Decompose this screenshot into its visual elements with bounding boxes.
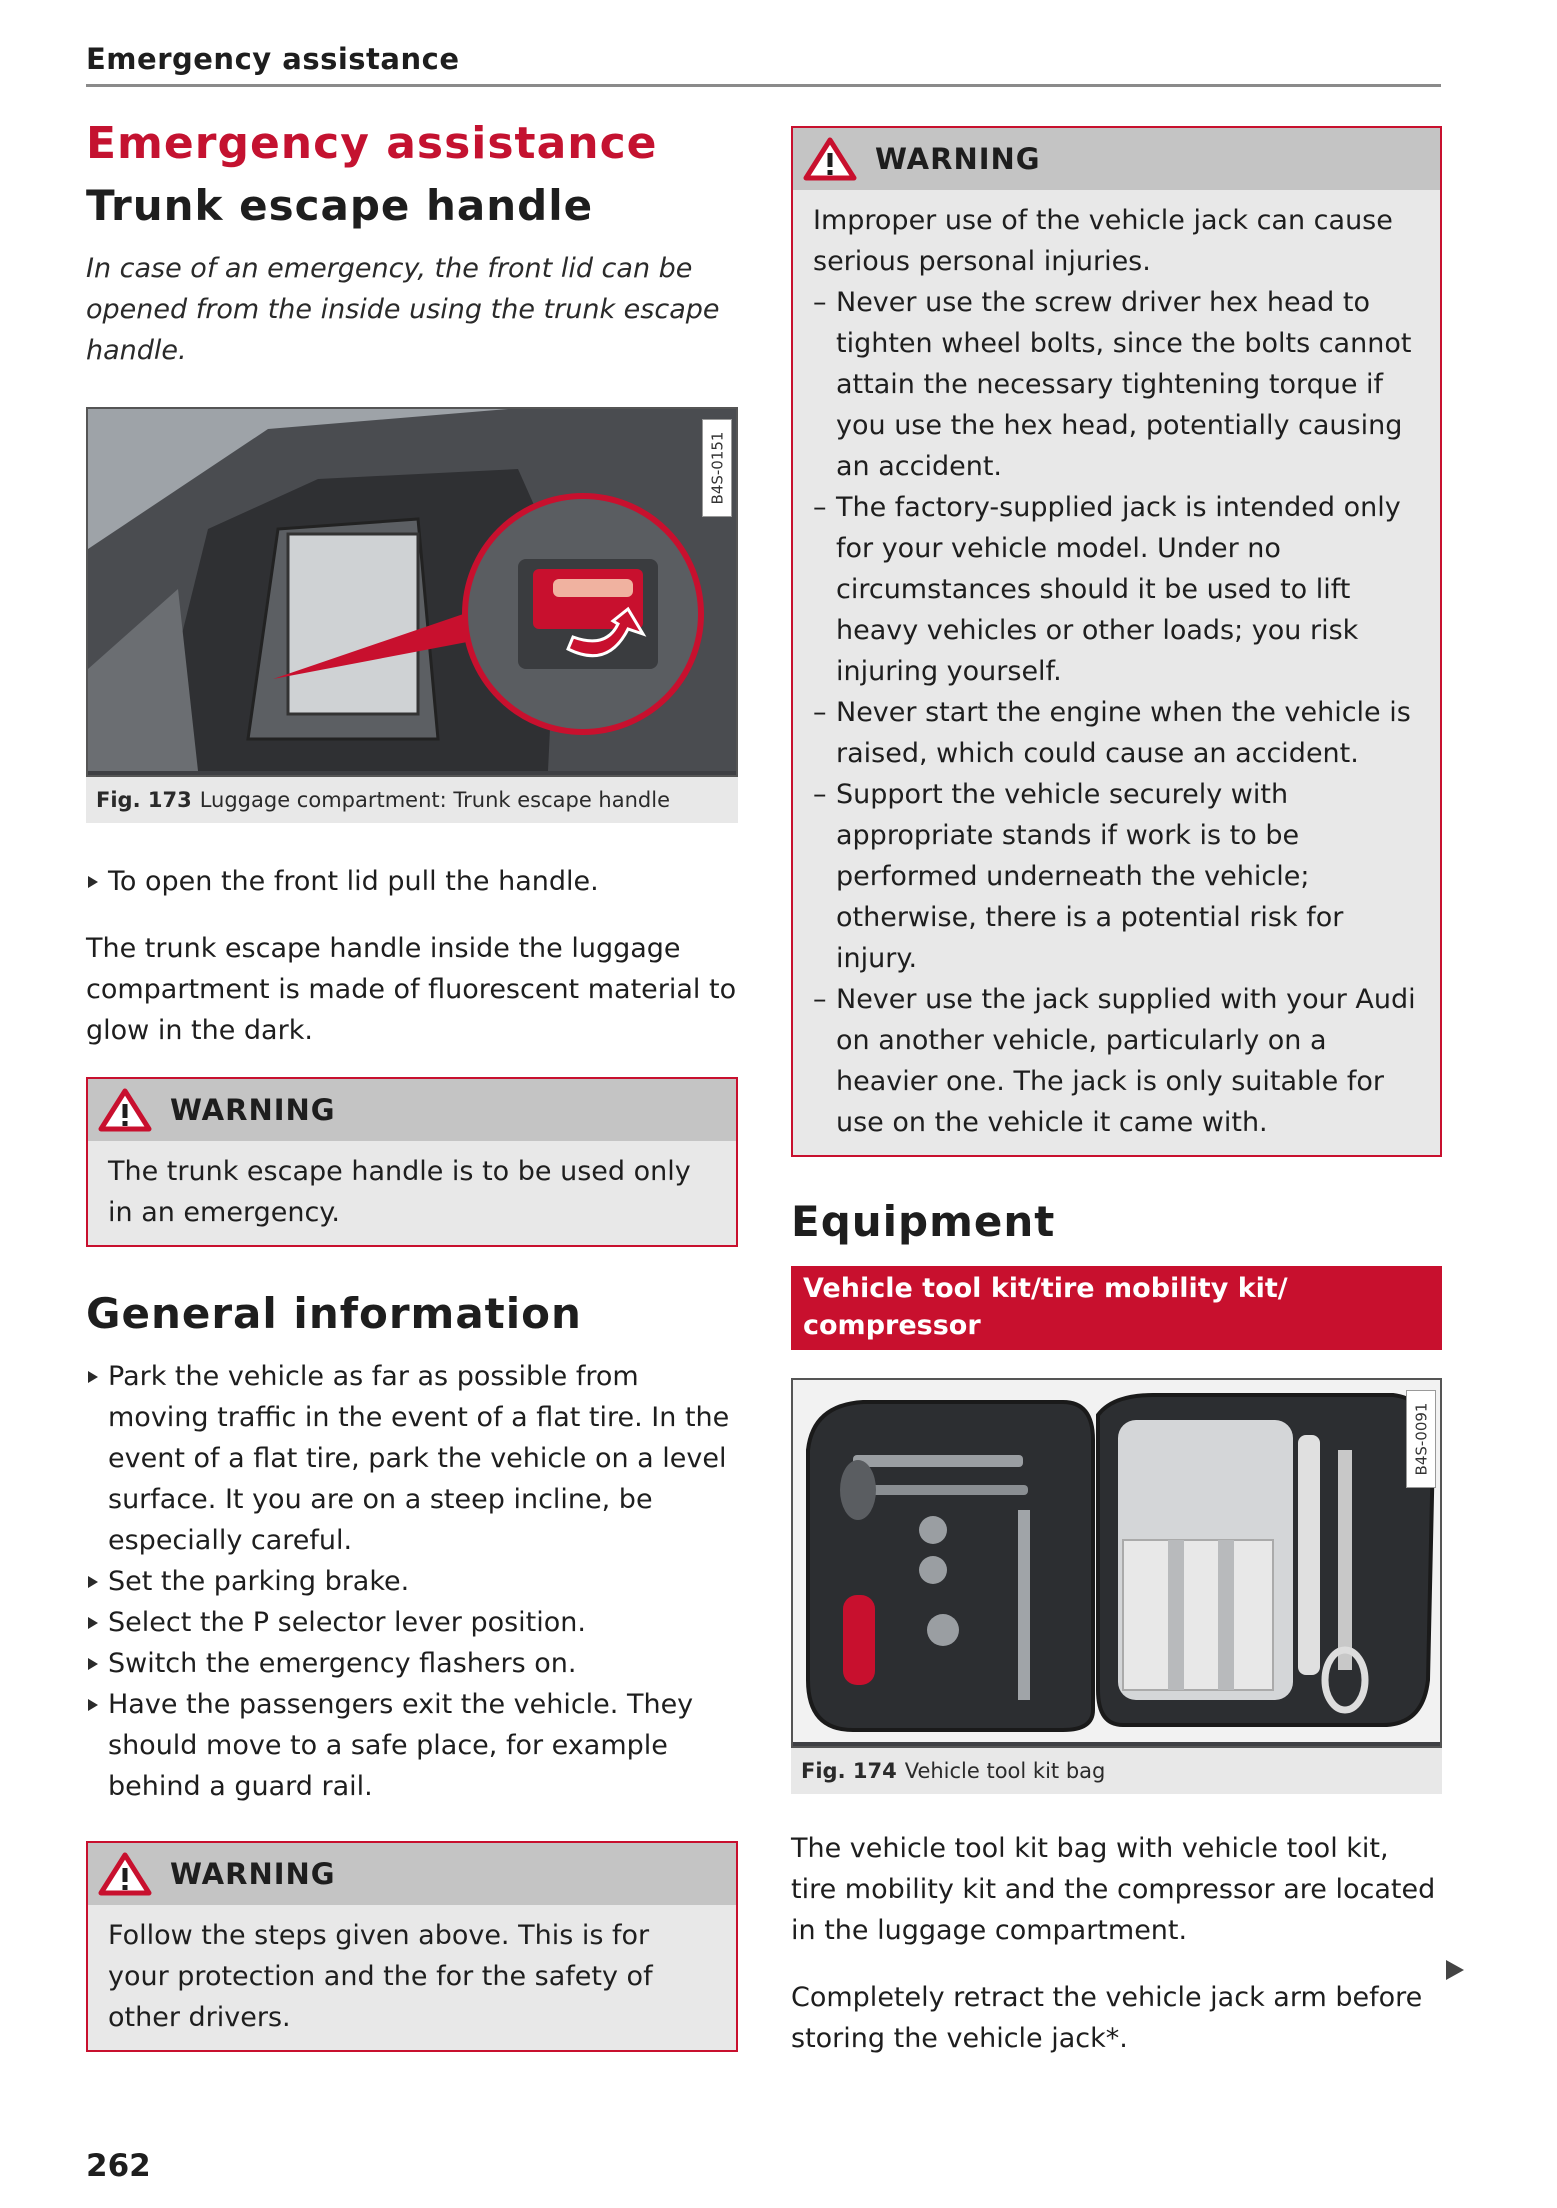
warning-box-steps [86,1841,738,2052]
list-item: Set the parking brake. [86,1561,738,1602]
warning-title: WARNING [875,142,1041,176]
warning-header [88,1079,736,1141]
warning-intro: Improper use of the vehicle jack can cause serious personal injuries. [813,205,1393,277]
warning-triangle-icon [98,1088,152,1132]
warning-triangle-icon [98,1852,152,1896]
running-header: Emergency assistance [86,42,460,76]
warning-title: WARNING [170,1093,336,1127]
warning-text: The trunk escape handle is to be used only in an emergency. [108,1156,691,1228]
figure-caption-text: Vehicle tool kit bag [904,1759,1106,1783]
section-title-general: General information [86,1289,582,1338]
header-rule [86,84,1441,87]
warning-header [88,1843,736,1905]
tool-kit-svg [793,1380,1440,1742]
continue-arrow-icon [1446,1960,1464,1980]
page-number: 262 [86,2148,151,2184]
warning-item: – The factory-supplied jack is intended only for your vehicle model. Under no circumstances should it be used to lift heavy vehicles or other loads; you risk injuring yourself. [813,487,1420,692]
list-item: Park the vehicle as far as possible from moving traffic in the event of a flat tire. In the event of a flat tire, park the vehicle on a level surface. It you are on a steep incline, be especially careful. [86,1356,738,1561]
figure-caption-text: Luggage compartment: Trunk escape handle [199,788,670,812]
warning-item: – Never use the jack supplied with your Audi on another vehicle, particularly on a heavier one. The jack is only suitable for use on the vehicle it came with. [813,979,1420,1143]
warning-item: – Never use the screw driver hex head to tighten wheel bolts, since the bolts cannot attain the necessary tightening torque if you use the hex head, potentially causing an accident. [813,282,1420,487]
left-column [86,118,738,2094]
figure-number: Fig. 173 [96,788,192,812]
trunk-illustration-svg [88,409,736,771]
figure-code-label: B4S-0091 [1406,1390,1436,1488]
warning-title: WARNING [170,1857,336,1891]
fluorescent-paragraph: The trunk escape handle inside the luggage compartment is made of fluorescent material to glow in the dark. [86,933,737,1046]
figure-173 [86,407,738,823]
chapter-title: Emergency assistance [86,118,658,169]
jack-paragraph: Completely retract the vehicle jack arm before storing the vehicle jack*. [791,1982,1423,2054]
list-item: Select the P selector lever position. [86,1602,738,1643]
list-item: Have the passengers exit the vehicle. They should move to a safe place, for example behind a guard rail. [86,1684,738,1807]
figure-caption [791,1748,1442,1794]
trunk-escape-illustration [86,407,738,777]
tool-kit-paragraph: The vehicle tool kit bag with vehicle tool kit, tire mobility kit and the compressor are located in the luggage compartment. [791,1833,1436,1946]
figure-code-label: B4S-0151 [702,419,732,517]
subsection-banner: Vehicle tool kit/tire mobility kit/ compressor [791,1266,1442,1350]
warning-item: – Support the vehicle securely with appropriate stands if work is to be performed underneath the vehicle; otherwise, there is a potential risk for injury. [813,774,1420,979]
list-item: Switch the emergency flashers on. [86,1643,738,1684]
right-column [791,126,1442,2085]
warning-item: – Never start the engine when the vehicle is raised, which could cause an accident. [813,692,1420,774]
warning-body [793,190,1440,1155]
warning-triangle-icon [803,137,857,181]
step-item: To open the front lid pull the handle. [86,861,738,902]
figure-174 [791,1378,1442,1794]
general-info-list [86,1356,738,1807]
section-title-equipment: Equipment [791,1197,1056,1246]
warning-text: Follow the steps given above. This is for your protection and the for the safety of other drivers. [108,1920,653,2033]
figure-number: Fig. 174 [801,1759,897,1783]
tool-kit-illustration [791,1378,1442,1748]
intro-text: In case of an emergency, the front lid can be opened from the inside using the trunk escape handle. [86,253,720,366]
warning-box-escape [86,1077,738,1247]
figure-caption [86,777,738,823]
section-title-trunk-escape: Trunk escape handle [86,181,594,230]
warning-box-jack [791,126,1442,1157]
warning-header [793,128,1440,190]
